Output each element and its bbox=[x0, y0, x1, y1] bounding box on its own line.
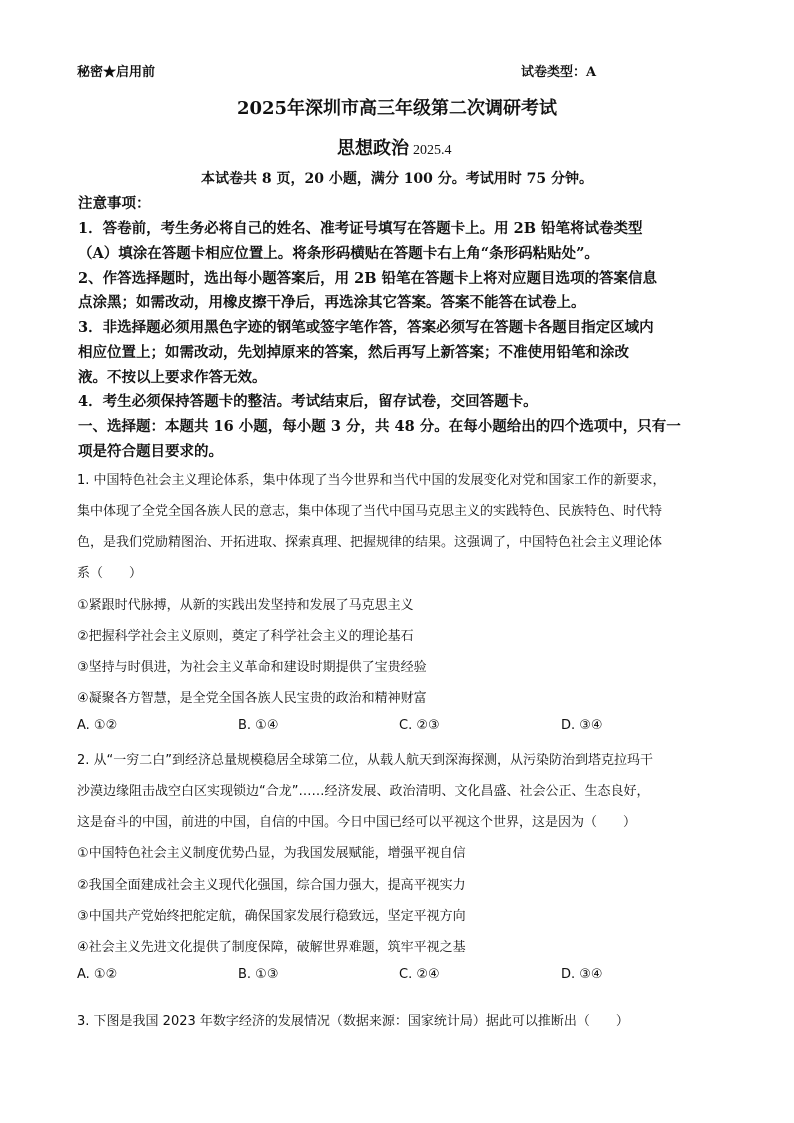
option-d: D. ③④ bbox=[561, 967, 603, 982]
secret-label: 秘密★启用前 bbox=[77, 65, 156, 80]
statement: ①中国特色社会主义制度优势凸显，为我国发展赋能，增强平视自信 bbox=[77, 846, 466, 861]
question-stem-line: 这是奋斗的中国，前进的中国，自信的中国。今日中国已经可以平视这个世界，这是因为（ ） bbox=[77, 815, 637, 830]
option-a: A. ①② bbox=[77, 967, 118, 982]
subject-name: 思想政治 bbox=[337, 138, 409, 159]
option-b: B. ①④ bbox=[238, 718, 279, 733]
note-line: 4．考生必须保持答题卡的整洁。考试结束后，留存试卷，交回答题卡。 bbox=[78, 393, 538, 410]
exam-title: 2025年深圳市高三年级第二次调研考试 bbox=[236, 98, 558, 119]
subject-heading bbox=[337, 134, 452, 160]
note-line: 点涂黑；如需改动，用橡皮擦干净后，再选涂其它答案。答案不能答在试卷上。 bbox=[78, 294, 586, 311]
exam-info: 本试卷共 8 页，20 小题，满分 100 分。考试用时 75 分钟。 bbox=[200, 171, 594, 187]
section-heading: 一、选择题：本题共 16 小题，每小题 3 分，共 48 分。在每小题给出的四个选项中，只有一 bbox=[78, 418, 681, 435]
paper-type-label: 试卷类型：A bbox=[521, 65, 597, 80]
statement: ③中国共产党始终把舵定航，确保国家发展行稳致远，坚定平视方向 bbox=[77, 909, 466, 924]
option-a: A. ①② bbox=[77, 718, 118, 733]
question-stem-line: 集中体现了全党全国各族人民的意志，集中体现了当代中国马克思主义的实践特色、民族特色、时代特 bbox=[77, 504, 663, 519]
option-d: D. ③④ bbox=[561, 718, 603, 733]
section-heading: 项是符合题目要求的。 bbox=[78, 443, 223, 460]
question-stem-line: 色，是我们党励精图治、开拓进取、探索真理、把握规律的结果。这强调了，中国特色社会主义理论体 bbox=[77, 535, 663, 550]
statement: ②我国全面建成社会主义现代化强国，综合国力强大，提高平视实力 bbox=[77, 878, 466, 893]
note-line: （A）填涂在答题卡相应位置上。将条形码横贴在答题卡右上角“条形码粘贴处”。 bbox=[78, 245, 599, 262]
exam-date: 2025.4 bbox=[413, 143, 452, 158]
statement: ②把握科学社会主义原则，奠定了科学社会主义的理论基石 bbox=[77, 629, 414, 644]
question-stem-line: 3. 下图是我国 2023 年数字经济的发展情况（数据来源：国家统计局）据此可以推断出（ ） bbox=[77, 1014, 629, 1029]
question-stem-line: 系（ ） bbox=[77, 566, 143, 581]
question-stem-line: 2. 从“一穷二白”到经济总量规模稳居全球第二位，从载人航天到深海探测，从污染防治到塔克拉玛干 bbox=[77, 753, 654, 768]
statement: ④凝聚各方智慧，是全党全国各族人民宝贵的政治和精神财富 bbox=[77, 691, 427, 706]
notes-title: 注意事项： bbox=[78, 195, 151, 212]
option-c: C. ②③ bbox=[399, 718, 440, 733]
option-b: B. ①③ bbox=[238, 967, 279, 982]
note-line: 2、作答选择题时，选出每小题答案后，用 2B 铅笔在答题卡上将对应题目选项的答案信息 bbox=[78, 270, 658, 287]
statement: ③坚持与时俱进，为社会主义革命和建设时期提供了宝贵经验 bbox=[77, 660, 427, 675]
note-line: 相应位置上；如需改动，先划掉原来的答案，然后再写上新答案；不准使用铅笔和涂改 bbox=[78, 344, 629, 361]
note-line: 液。不按以上要求作答无效。 bbox=[78, 369, 267, 386]
question-stem-line: 沙漠边缘阻击战空白区实现锁边“合龙”……经济发展、政治清明、文化昌盛、社会公正、生态良好， bbox=[77, 784, 650, 799]
option-c: C. ②④ bbox=[399, 967, 440, 982]
note-line: 1．答卷前，考生务必将自己的姓名、准考证号填写在答题卡上。用 2B 铅笔将试卷类型 bbox=[78, 220, 643, 237]
statement: ④社会主义先进文化提供了制度保障，破解世界难题，筑牢平视之基 bbox=[77, 940, 466, 955]
note-line: 3．非选择题必须用黑色字迹的钢笔或签字笔作答，答案必须写在答题卡各题目指定区域内 bbox=[78, 319, 654, 336]
question-stem-line: 1. 中国特色社会主义理论体系，集中体现了当今世界和当代中国的发展变化对党和国家工作的新要求， bbox=[77, 473, 666, 488]
statement: ①紧跟时代脉搏，从新的实践出发坚持和发展了马克思主义 bbox=[77, 598, 414, 613]
